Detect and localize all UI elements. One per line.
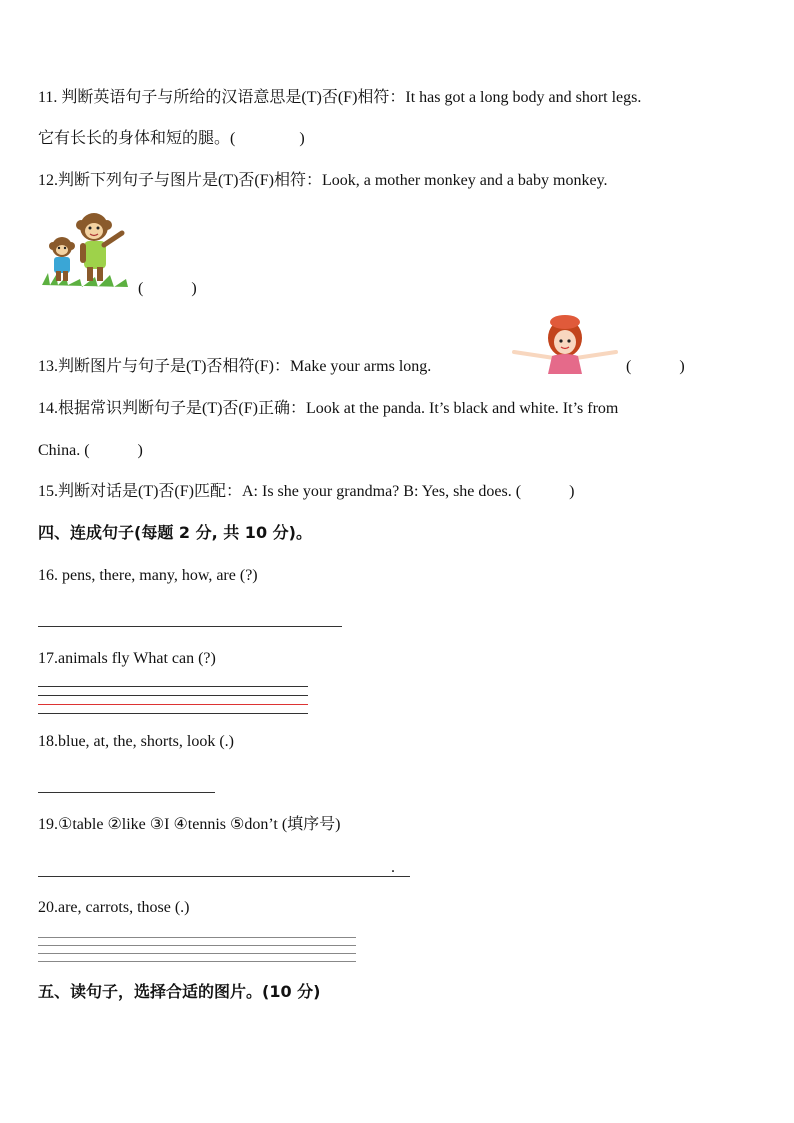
q15-text: 15.判断对话是(T)否(F)匹配：A: Is she your grandma? B: Yes, she does. ( ): [38, 483, 575, 500]
q19-end-mark: .: [391, 859, 395, 876]
q16-answer-line[interactable]: [38, 626, 342, 627]
girl-image: [510, 312, 620, 374]
q17-answer-line-1[interactable]: [38, 686, 308, 687]
section4-title: 四、连成句子(每题 2 分, 共 10 分)。: [38, 523, 312, 542]
q14-line1: 14.根据常识判断句子是(T)否(F)正确：Look at the panda. It’s black and white. It’s from: [38, 400, 619, 417]
q20-answer-line-3[interactable]: [38, 953, 356, 954]
q17-text: 17.animals fly What can (?): [38, 650, 216, 667]
q16-text: 16. pens, there, many, how, are (?): [38, 567, 258, 584]
q19-text: 19.①table ②like ③I ④tennis ⑤don’t (填序号): [38, 816, 341, 833]
q11-line1: 11. 判断英语句子与所给的汉语意思是(T)否(F)相符：It has got a long body and short legs.: [38, 89, 642, 106]
q13-answer-blank[interactable]: ( ): [626, 358, 685, 375]
q17-answer-line-3[interactable]: [38, 704, 308, 705]
q19-answer-line[interactable]: [38, 876, 410, 877]
q17-answer-line-2[interactable]: [38, 695, 308, 696]
q20-answer-line-4[interactable]: [38, 961, 356, 962]
section5-title: 五、读句子，选择合适的图片。(10 分): [38, 982, 321, 1001]
q17-answer-line-4[interactable]: [38, 713, 308, 714]
q18-answer-line[interactable]: [38, 792, 215, 793]
q12-text: 12.判断下列句子与图片是(T)否(F)相符：Look, a mother monkey and a baby monkey.: [38, 172, 608, 189]
q12-answer-blank[interactable]: ( ): [138, 280, 197, 297]
q20-text: 20.are, carrots, those (.): [38, 899, 190, 916]
q11-line2: 它有长长的身体和短的腿。( ): [38, 130, 305, 147]
monkeys-image: [40, 205, 130, 290]
q18-text: 18.blue, at, the, shorts, look (.): [38, 733, 234, 750]
q13-text: 13.判断图片与句子是(T)否相符(F)：Make your arms long.: [38, 358, 432, 375]
q14-line2: China. ( ): [38, 442, 143, 459]
q20-answer-line-1[interactable]: [38, 937, 356, 938]
q20-answer-line-2[interactable]: [38, 945, 356, 946]
